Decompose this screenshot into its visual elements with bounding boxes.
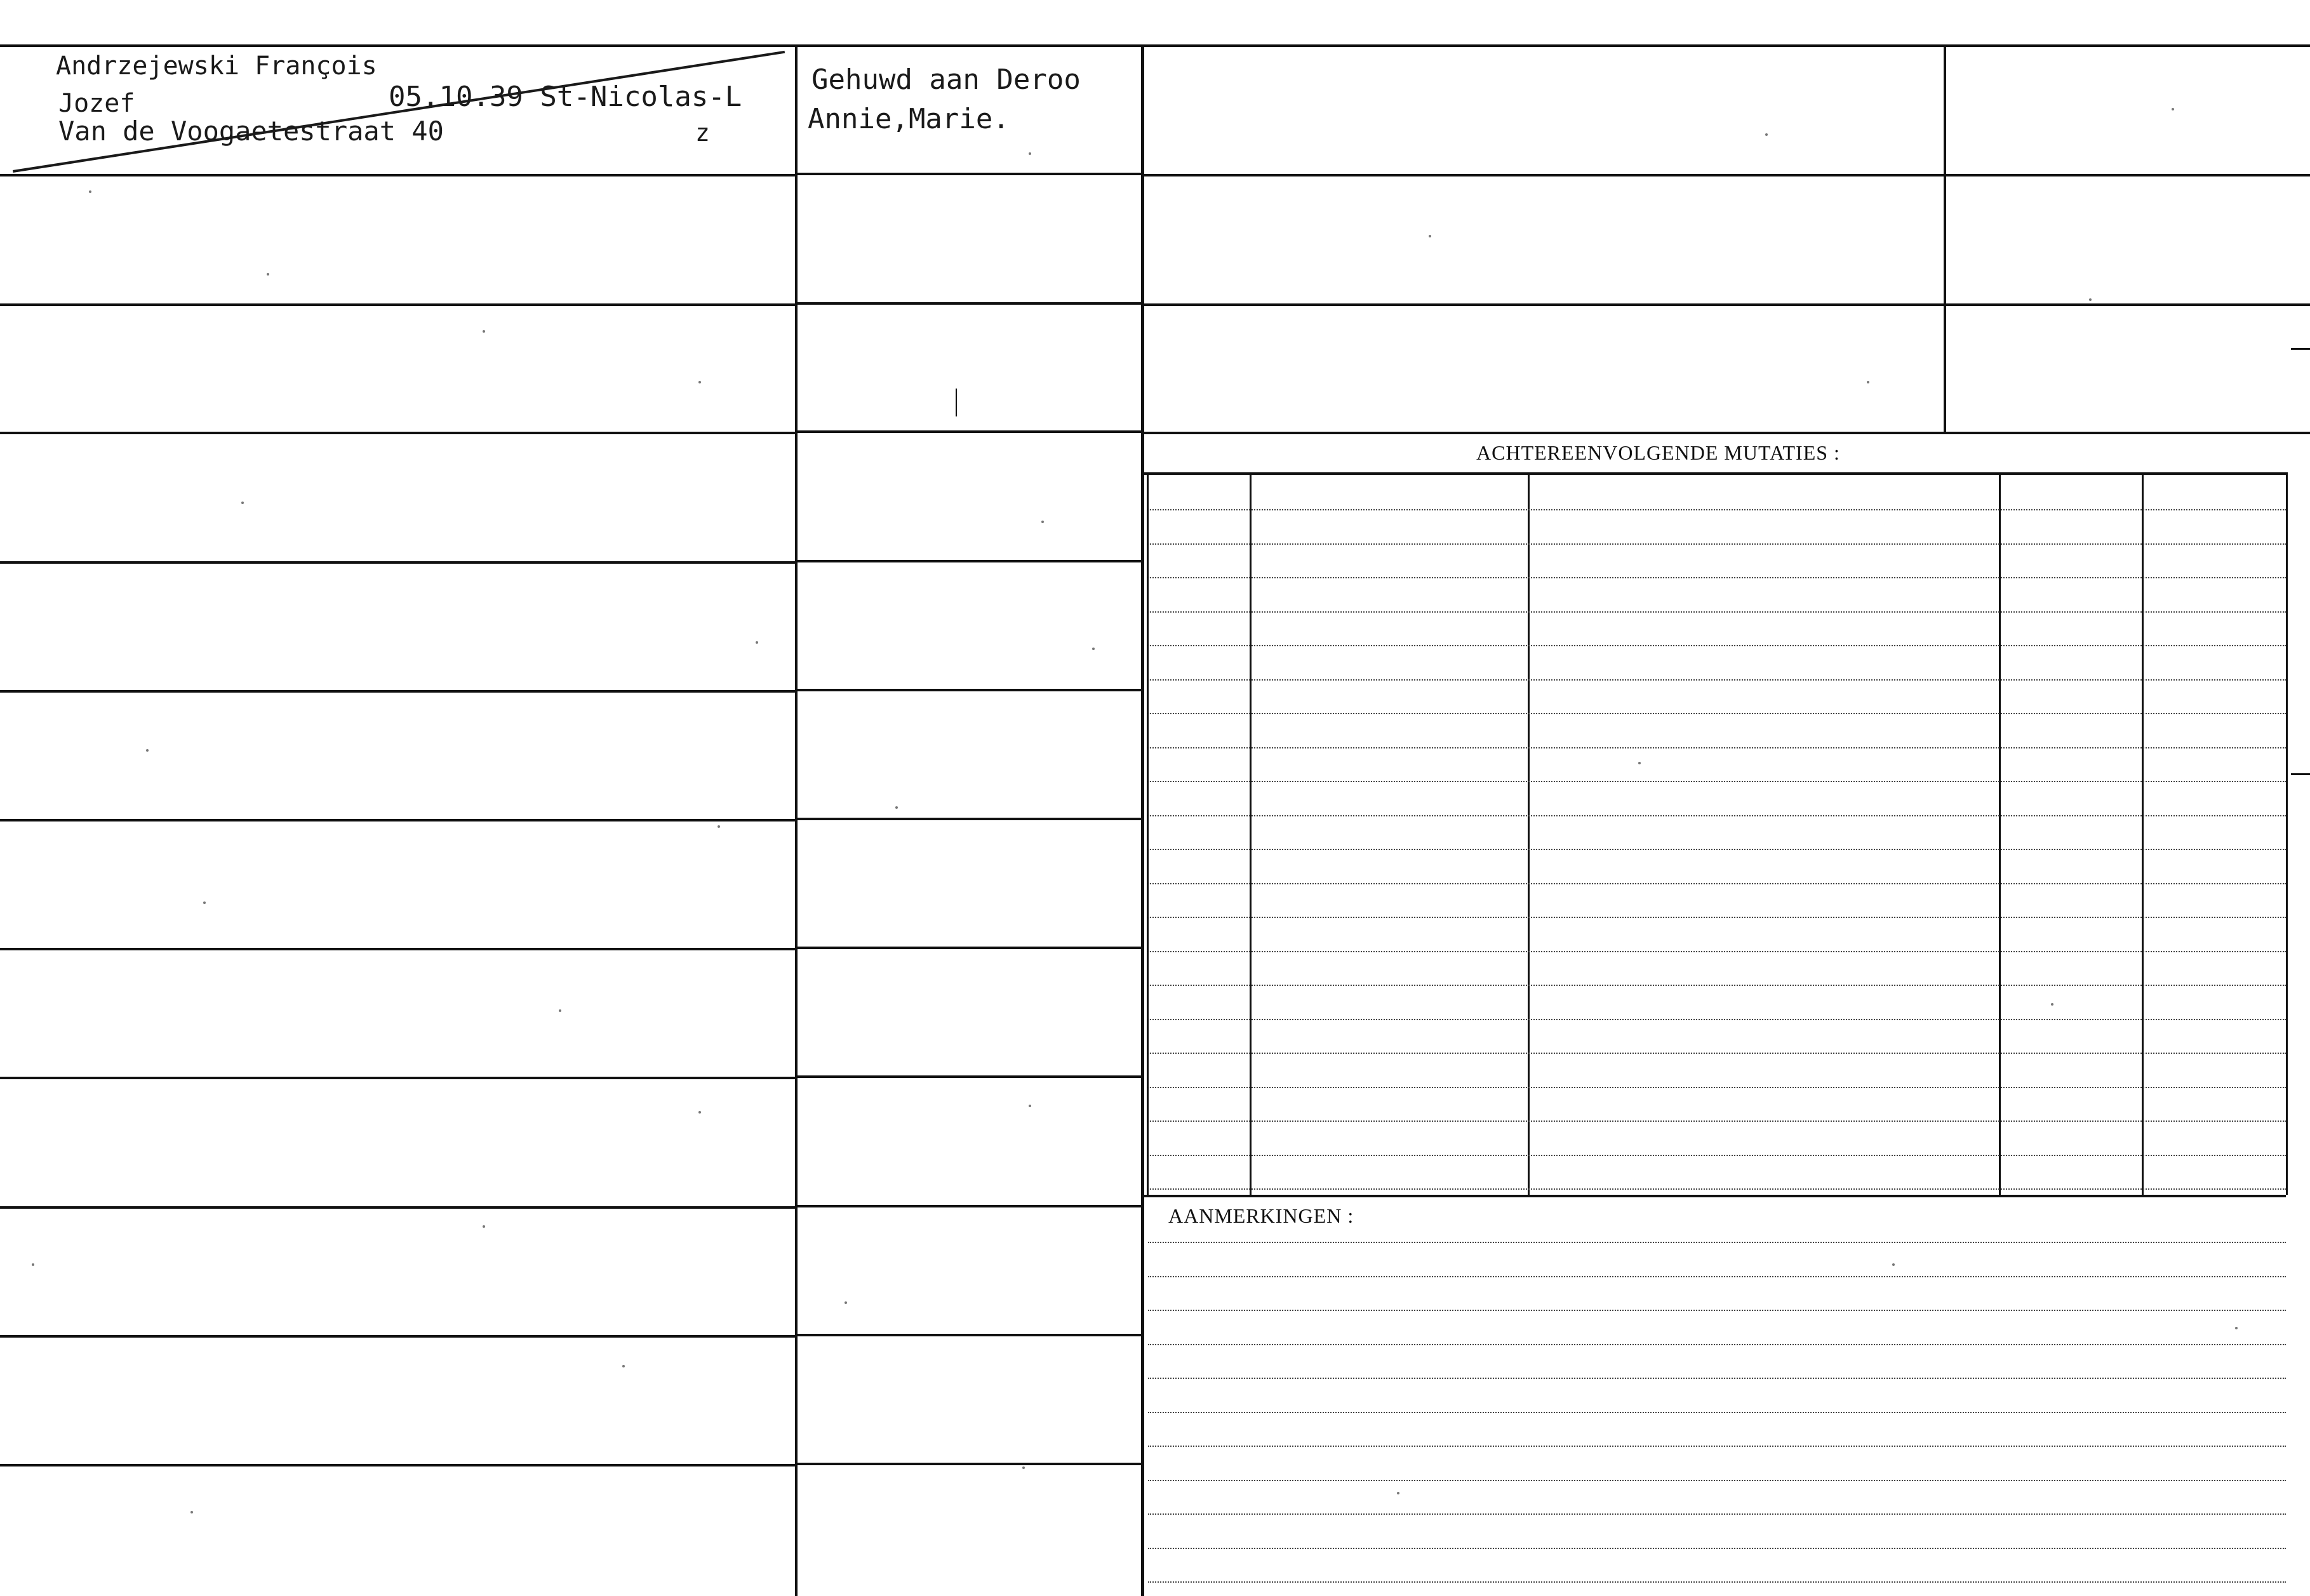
entry-address: Van de Voogaetestraat 40: [58, 116, 444, 147]
paper-speck: [483, 330, 485, 333]
remarks-ruling: [1148, 1242, 2286, 1243]
paper-speck: [895, 806, 898, 809]
mutations-header-line: [1143, 472, 2286, 475]
paper-speck: [32, 1263, 34, 1266]
remarks-ruling: [1148, 1581, 2286, 1583]
mutations-ruling: [1148, 713, 2286, 714]
remarks-ruling: [1148, 1446, 2286, 1447]
middle-row-line: [798, 430, 1141, 433]
mutations-bottom-line: [1143, 1195, 2286, 1197]
paper-speck: [1029, 152, 1031, 155]
mutations-ruling: [1148, 645, 2286, 646]
remarks-ruling: [1148, 1344, 2286, 1345]
mutations-ruling: [1148, 1121, 2286, 1122]
paper-speck: [2235, 1327, 2238, 1329]
mutations-ruling: [1148, 985, 2286, 986]
paper-speck: [845, 1301, 847, 1304]
edge-tick: [2291, 348, 2310, 350]
paper-speck: [559, 1009, 561, 1012]
middle-row-line: [798, 1334, 1141, 1336]
remarks-ruling: [1148, 1310, 2286, 1311]
middle-row-line: [798, 1463, 1141, 1465]
mutations-ruling: [1148, 577, 2286, 578]
remarks-ruling: [1148, 1276, 2286, 1277]
paper-speck: [146, 749, 149, 752]
middle-row-line: [798, 560, 1141, 562]
divider-left: [795, 44, 798, 1596]
mutations-ruling: [1148, 1155, 2286, 1156]
paper-speck: [203, 901, 206, 904]
paper-speck: [2051, 1003, 2053, 1006]
left-row-line: [0, 819, 795, 821]
top-border: [0, 44, 2310, 47]
left-row-line: [0, 690, 795, 693]
mutations-ruling: [1148, 543, 2286, 545]
entry-birth: 05.10.39 St-Nicolas-L: [389, 81, 742, 113]
middle-row-line: [798, 947, 1141, 949]
mutations-ruling: [1148, 1019, 2286, 1020]
paper-speck: [89, 190, 91, 193]
paper-speck: [1892, 1263, 1895, 1266]
entry-name: Andrzejewski François: [56, 51, 377, 81]
paper-speck: [1397, 1492, 1399, 1494]
right-row-line: [1143, 432, 2310, 434]
left-row-line: [0, 561, 795, 564]
mutations-ruling: [1148, 883, 2286, 884]
left-row-line: [0, 303, 795, 306]
mutations-ruling: [1148, 747, 2286, 748]
paper-speck: [756, 641, 758, 644]
mutations-ruling: [1148, 951, 2286, 952]
mutations-column-line: [2286, 472, 2288, 1195]
marriage-line-2: Annie,Marie.: [808, 103, 1010, 135]
paper-speck: [1041, 521, 1044, 523]
paper-speck: [1867, 381, 1869, 383]
entry-mark: z: [695, 119, 710, 147]
paper-speck: [698, 381, 701, 383]
middle-row-line: [798, 302, 1141, 305]
divider-right-upper: [1944, 44, 1946, 432]
mutations-ruling: [1148, 1087, 2286, 1088]
paper-speck: [1429, 235, 1431, 237]
paper-speck: [1638, 762, 1641, 764]
paper-speck: [718, 825, 720, 828]
edge-tick: [2291, 773, 2310, 775]
mutations-ruling: [1148, 509, 2286, 510]
paper-speck: [622, 1365, 625, 1367]
remarks-ruling: [1148, 1548, 2286, 1549]
middle-row-line: [798, 173, 1141, 175]
marriage-line-1: Gehuwd aan Deroo: [811, 63, 1081, 96]
mutations-ruling: [1148, 611, 2286, 613]
paper-speck: [1092, 648, 1095, 650]
remarks-ruling: [1148, 1378, 2286, 1379]
entry-given-name: Jozef: [58, 89, 135, 118]
remarks-ruling: [1148, 1513, 2286, 1515]
mutations-ruling: [1148, 781, 2286, 782]
remarks-ruling: [1148, 1412, 2286, 1413]
middle-row-line: [798, 1205, 1141, 1207]
mutations-ruling: [1148, 849, 2286, 850]
paper-speck: [1029, 1105, 1031, 1107]
right-row-line: [1143, 174, 2310, 176]
mutations-ruling: [1148, 815, 2286, 816]
mutations-ruling: [1148, 917, 2286, 918]
paper-speck: [241, 502, 244, 504]
paper-speck: [2172, 108, 2174, 110]
left-row-line: [0, 948, 795, 950]
paper-speck: [267, 273, 269, 276]
middle-row-line: [798, 818, 1141, 820]
right-row-line: [1143, 303, 2310, 306]
left-row-line: [0, 1077, 795, 1079]
divider-middle: [1141, 44, 1144, 1596]
paper-speck: [698, 1111, 701, 1114]
middle-row-line: [798, 689, 1141, 691]
left-row-line: [0, 432, 795, 434]
mutations-ruling: [1148, 1053, 2286, 1054]
left-row-line: [0, 1206, 795, 1209]
paper-speck: [1765, 133, 1768, 136]
paper-speck: [190, 1511, 193, 1513]
left-row-line: [0, 174, 795, 176]
remarks-ruling: [1148, 1480, 2286, 1481]
pencil-mark: [956, 389, 957, 416]
remarks-title: AANMERKINGEN :: [1168, 1204, 1354, 1227]
mutations-ruling: [1148, 1188, 2286, 1190]
left-row-line: [0, 1464, 795, 1466]
mutations-title: ACHTEREENVOLGENDE MUTATIES :: [1476, 441, 1840, 464]
mutations-ruling: [1148, 679, 2286, 681]
paper-speck: [1022, 1466, 1025, 1469]
middle-row-line: [798, 1075, 1141, 1078]
left-row-line: [0, 1335, 795, 1338]
paper-speck: [2089, 298, 2092, 301]
paper-speck: [483, 1225, 485, 1228]
